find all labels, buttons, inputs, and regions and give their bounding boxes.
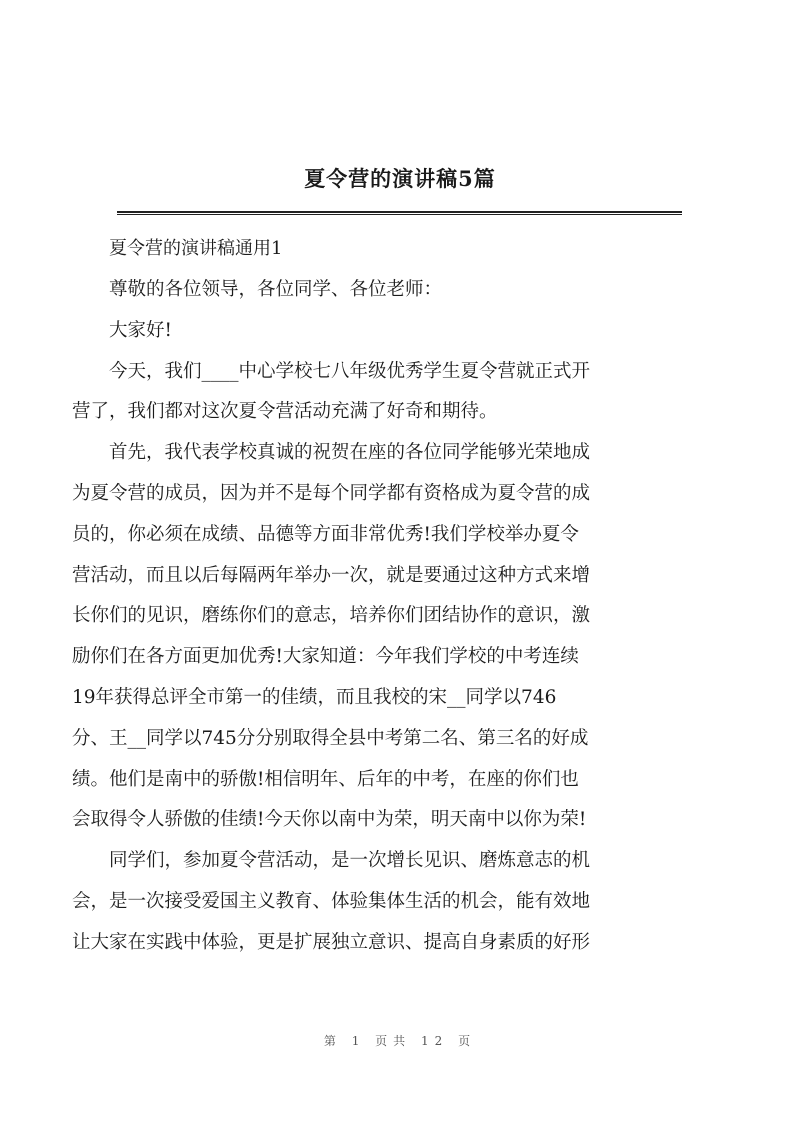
total-page-count: 12 [421,1034,449,1048]
paragraph-opening [72,352,713,434]
paragraph-line: 营活动，而且以后每隔两年举办一次，就是要通过这种方式来增 [72,564,591,586]
page-footer [0,1032,800,1049]
paragraph-line: 会，是一次接受爱国主义教育、体验集体生活的机会，能有效地 [72,890,591,912]
paragraph-line: 励你们在各方面更加优秀!大家知道：今年我们学校的中考连续 [72,646,579,668]
footer-label-page: 第 [323,1034,342,1048]
paragraph-line: 首先，我代表学校真诚的祝贺在座的各位同学能够光荣地成 [109,442,591,464]
document-body [72,270,713,964]
footer-label-of: 页共 [375,1034,412,1048]
title-divider [117,211,682,215]
document-title: 夏令营的演讲稿5篇 [304,166,496,191]
paragraph-activity [72,841,713,963]
paragraph-line: 尊敬的各位领导，各位同学、各位老师： [109,279,443,300]
paragraph-line: 会取得令人骄傲的佳绩!今天你以南中为荣，明天南中以你为荣! [72,809,587,831]
section-heading: 夏令营的演讲稿通用1 [109,238,283,259]
paragraph-line: 今天，我们____中心学校七八年级优秀学生夏令营就正式开 [109,360,591,382]
paragraph-line: 分、王__同学以745分分别取得全县中考第二名、第三名的好成 [72,727,589,749]
paragraph-line: 19年获得总评全市第一的佳绩，而且我校的宋__同学以746 [72,686,557,708]
paragraph-salutation [109,270,713,311]
paragraph-greeting [109,311,713,352]
paragraph-line: 绩。他们是南中的骄傲!相信明年、后年的中考，在座的你们也 [72,768,579,790]
paragraph-line: 营了，我们都对这次夏令营活动充满了好奇和期待。 [72,401,498,423]
paragraph-line: 长你们的见识，磨练你们的意志，培养你们团结协作的意识，激 [72,605,591,627]
current-page-number: 1 [351,1034,366,1048]
paragraph-line: 为夏令营的成员，因为并不是每个同学都有资格成为夏令营的成 [72,482,591,504]
paragraph-congratulation [72,433,713,841]
paragraph-line: 员的，你必须在成绩、品德等方面非常优秀!我们学校举办夏令 [72,523,579,545]
footer-label-end: 页 [458,1034,477,1048]
paragraph-line: 同学们，参加夏令营活动，是一次增长见识、磨炼意志的机 [109,850,591,872]
paragraph-line: 大家好! [109,319,172,341]
paragraph-line: 让大家在实践中体验，更是扩展独立意识、提高自身素质的好形 [72,931,591,953]
